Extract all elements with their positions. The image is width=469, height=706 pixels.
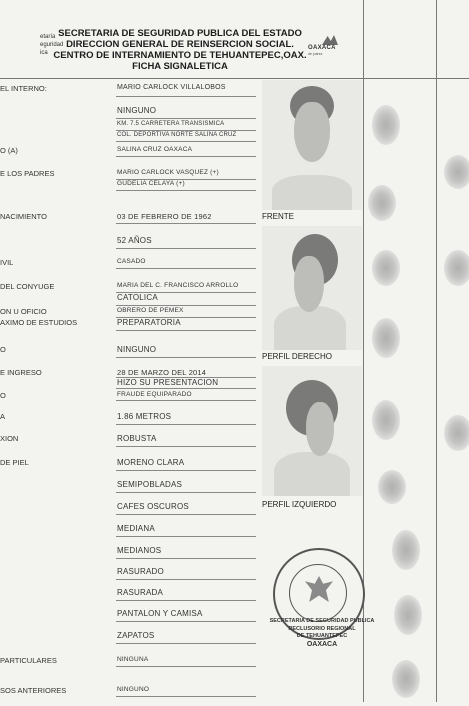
field-value: RASURADA xyxy=(117,588,164,597)
field-line xyxy=(116,248,256,249)
field-label: SOS ANTERIORES xyxy=(0,686,67,695)
field-value: ZAPATOS xyxy=(117,631,155,640)
field-value: MORENO CLARA xyxy=(117,458,185,467)
field-line xyxy=(116,621,256,622)
field-line xyxy=(116,492,256,493)
row-labios xyxy=(0,546,260,566)
row-padres-2 xyxy=(0,180,260,200)
column-divider xyxy=(436,0,437,702)
row-color-piel xyxy=(0,458,260,478)
row-ingresos-anteriores xyxy=(0,686,260,706)
field-line xyxy=(116,470,256,471)
field-line xyxy=(116,558,256,559)
stamp-line-2: RECLUSORIO REGIONAL xyxy=(288,626,356,632)
field-line xyxy=(116,446,256,447)
field-line xyxy=(116,424,256,425)
field-value: CATOLICA xyxy=(117,293,158,302)
photo-body-shape xyxy=(274,452,350,496)
field-label: DE PIEL xyxy=(0,458,29,467)
side-line: eguridad xyxy=(40,42,64,48)
row-edad xyxy=(0,236,260,256)
row-origen xyxy=(0,146,260,166)
field-value: PREPARATORIA xyxy=(117,318,181,327)
field-line xyxy=(116,223,256,224)
field-value: 28 DE MARZO DEL 2014 xyxy=(117,368,207,377)
header-title-line-3: CENTRO DE INTERNAMIENTO DE TEHUANTEPEC,OAX. xyxy=(53,50,307,61)
field-line xyxy=(116,130,256,131)
field-line xyxy=(116,600,256,601)
caption-perfil-izquierdo: PERFIL IZQUIERDO xyxy=(262,500,337,509)
field-line xyxy=(116,514,256,515)
field-label: E LOS PADRES xyxy=(0,169,55,178)
field-line xyxy=(116,400,256,401)
field-label: AXIMO DE ESTUDIOS xyxy=(0,318,78,327)
field-line xyxy=(116,118,256,119)
photo-face-shape xyxy=(306,402,334,456)
row-bigote xyxy=(0,567,260,587)
logo-text: OAXACA xyxy=(308,45,336,51)
field-value: MEDIANOS xyxy=(117,546,162,555)
fingerprint-icon xyxy=(444,155,469,189)
photo-face-shape xyxy=(294,102,330,162)
field-label: O xyxy=(0,345,6,354)
fingerprint-icon xyxy=(392,660,420,698)
field-label: IVIL xyxy=(0,258,14,267)
field-line xyxy=(116,330,256,331)
row-estado-civil xyxy=(0,258,260,278)
row-senas-particulares xyxy=(0,656,260,676)
field-label: O xyxy=(0,391,6,400)
photo-body-shape xyxy=(272,175,352,210)
field-value: COL. DEPORTIVA NORTE SALINA CRUZ xyxy=(117,132,237,138)
field-value: ROBUSTA xyxy=(117,434,157,443)
header-title-line-1: SECRETARIA DE SEGURIDAD PUBLICA DEL ESTADO xyxy=(58,28,302,39)
field-value: MARIO CARLOCK VASQUEZ (+) xyxy=(117,169,219,176)
field-value: 52 AÑOS xyxy=(117,236,152,245)
fingerprint-icon xyxy=(444,415,469,451)
field-line xyxy=(116,268,256,269)
caption-frente: FRENTE xyxy=(262,212,294,221)
field-value: SALINA CRUZ OAXACA xyxy=(117,146,193,153)
field-line xyxy=(116,643,256,644)
field-value: NINGUNO xyxy=(117,686,150,693)
field-label: O (A) xyxy=(0,146,18,155)
field-line xyxy=(116,357,256,358)
photo-frente xyxy=(262,80,362,210)
logo-subtext: de juárez xyxy=(308,52,323,56)
field-label: A xyxy=(0,412,6,421)
photo-face-shape xyxy=(294,256,324,312)
fingerprint-icon xyxy=(378,470,406,504)
field-line xyxy=(116,536,256,537)
header-title-line-4: FICHA SIGNALETICA xyxy=(132,61,228,72)
field-line xyxy=(116,666,256,667)
field-value: CASADO xyxy=(117,258,146,265)
row-interno xyxy=(0,84,260,104)
fingerprint-icon xyxy=(372,318,400,358)
header-title-line-2: DIRECCION GENERAL DE REINSERCION SOCIAL. xyxy=(66,39,294,50)
document-header xyxy=(0,0,469,80)
field-value: SEMIPOBLADAS xyxy=(117,480,183,489)
fingerprint-icon xyxy=(372,400,400,440)
field-value: KM. 7.5 CARRETERA TRANSISMICA xyxy=(117,121,225,127)
fingerprint-icon xyxy=(372,250,400,286)
row-barba xyxy=(0,588,260,608)
field-line xyxy=(116,696,256,697)
field-value: MARIO CARLOCK VILLALOBOS xyxy=(117,84,226,91)
row-reingreso xyxy=(0,345,260,365)
field-value: MARIA DEL C. FRANCISCO ARROLLO xyxy=(117,282,239,289)
row-calzado xyxy=(0,631,260,651)
side-line: ica xyxy=(40,50,48,56)
field-value: 03 DE FEBRERO DE 1962 xyxy=(117,212,212,221)
row-nariz xyxy=(0,524,260,544)
row-cejas xyxy=(0,480,260,500)
field-line xyxy=(116,156,256,157)
fingerprint-icon xyxy=(368,185,396,221)
field-value: OBRERO DE PEMEX xyxy=(117,307,184,314)
field-line xyxy=(116,579,256,580)
photo-body-shape xyxy=(274,306,346,350)
field-value: MEDIANA xyxy=(117,524,155,533)
field-label: XION xyxy=(0,434,19,443)
field-value: GUDELIA CELAYA (+) xyxy=(117,180,185,187)
field-label: EL INTERNO: xyxy=(0,84,47,93)
row-delito xyxy=(0,391,260,411)
oaxaca-logo xyxy=(308,35,353,57)
field-line xyxy=(116,305,256,306)
caption-perfil-derecho: PERFIL DERECHO xyxy=(262,352,332,361)
photo-perfil-derecho xyxy=(262,226,362,350)
row-complexion xyxy=(0,434,260,454)
field-value: 1.86 METROS xyxy=(117,412,172,421)
row-ojos xyxy=(0,502,260,522)
stamp-line-3: DE TEHUANTEPEC xyxy=(296,633,348,639)
field-label: ON U OFICIO xyxy=(0,307,47,316)
field-value: FRAUDE EQUIPARADO xyxy=(117,391,192,398)
row-estudios xyxy=(0,318,260,338)
field-line xyxy=(116,141,256,142)
field-value: RASURADO xyxy=(117,567,164,576)
fingerprint-icon xyxy=(394,595,422,635)
field-label: NACIMIENTO xyxy=(0,212,47,221)
stamp-line-1: SECRETARIA DE SEGURIDAD PUBLICA xyxy=(269,618,375,624)
row-estatura xyxy=(0,412,260,432)
side-line: etaría xyxy=(40,34,56,40)
fingerprint-icon xyxy=(372,105,400,145)
field-value: NINGUNO xyxy=(117,345,157,354)
fingerprint-icon xyxy=(392,530,420,570)
photo-perfil-izquierdo xyxy=(262,366,362,496)
field-line xyxy=(116,190,256,191)
field-label: E INGRESO xyxy=(0,368,42,377)
stamp-line-4: OAXACA xyxy=(306,641,338,648)
field-value: HIZO SU PRESENTACION xyxy=(117,378,219,387)
header-divider xyxy=(0,78,469,79)
field-value: PANTALON Y CAMISA xyxy=(117,609,203,618)
field-line xyxy=(116,96,256,97)
field-line xyxy=(116,388,256,389)
field-value: NINGUNA xyxy=(117,656,149,663)
field-value: CAFES OSCUROS xyxy=(117,502,189,511)
field-label: DEL CONYUGE xyxy=(0,282,55,291)
field-value: NINGUNO xyxy=(117,106,157,115)
fingerprint-icon xyxy=(444,250,469,286)
row-nacimiento xyxy=(0,212,260,232)
field-label: PARTICULARES xyxy=(0,656,57,665)
logo-mark-icon xyxy=(322,35,338,45)
row-vestimenta xyxy=(0,609,260,629)
